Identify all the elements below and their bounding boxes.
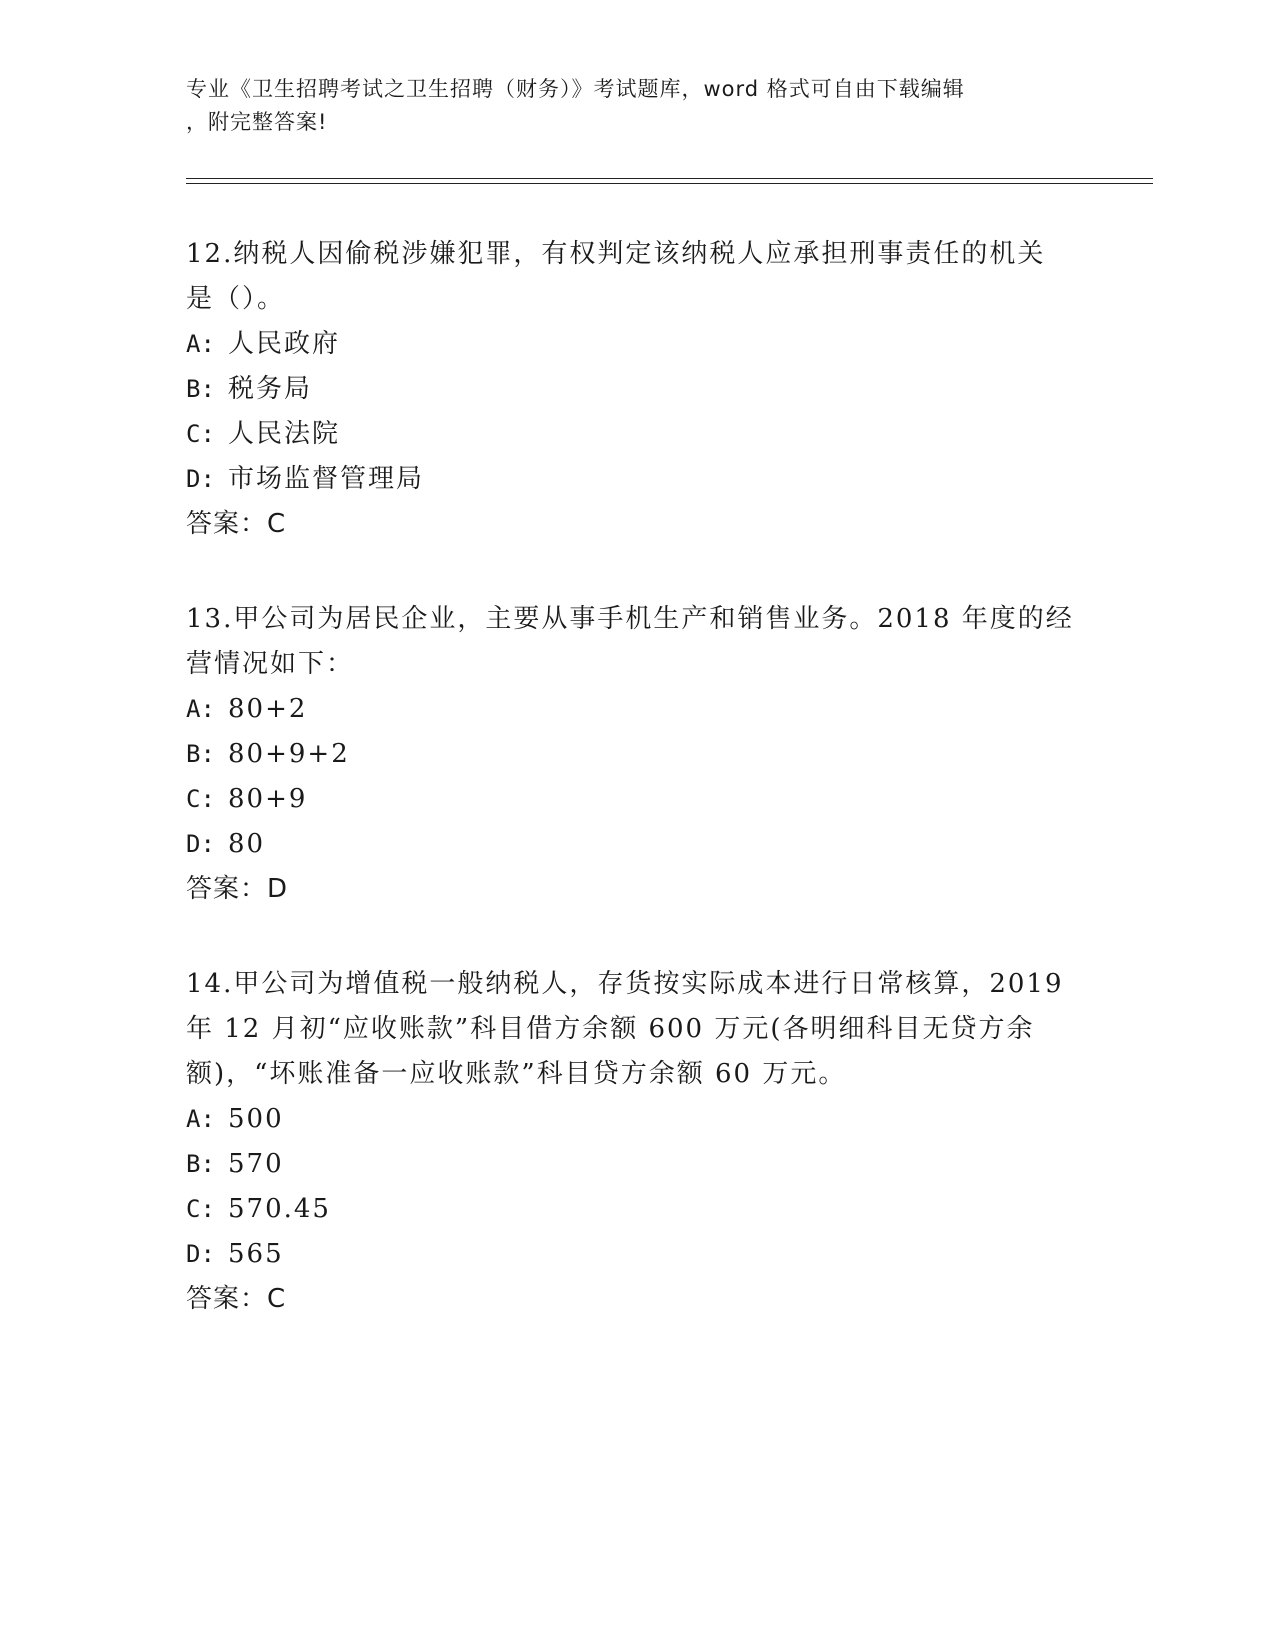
question-stem xyxy=(186,232,1086,322)
option-key: D: xyxy=(186,1240,215,1268)
stem-line: 营情况如下： xyxy=(186,649,355,679)
option-c xyxy=(186,777,1086,822)
header-divider-top xyxy=(186,178,1153,179)
option-text: 570.45 xyxy=(228,1194,331,1224)
header-line-1: 专业《卫生招聘考试之卫生招聘（财务）》考试题库，word 格式可自由下载编辑 xyxy=(186,77,965,101)
option-b xyxy=(186,1142,1086,1187)
answer: 答案：D xyxy=(186,874,289,904)
option-text: 500 xyxy=(228,1104,284,1134)
option-key: B: xyxy=(186,375,215,403)
option-text: 570 xyxy=(228,1149,284,1179)
option-d xyxy=(186,822,1086,867)
question-12 xyxy=(186,232,1086,547)
document-header xyxy=(186,73,1066,139)
option-text: 人民法院 xyxy=(228,419,341,449)
option-key: D: xyxy=(186,465,215,493)
option-key: C: xyxy=(186,1195,215,1223)
option-key: B: xyxy=(186,1150,215,1178)
option-key: A: xyxy=(186,330,215,358)
option-d xyxy=(186,1232,1086,1277)
option-key: C: xyxy=(186,420,215,448)
option-key: B: xyxy=(186,740,215,768)
option-text: 80+9 xyxy=(228,784,308,814)
header-divider-bottom xyxy=(186,183,1153,184)
stem-line: 额)，“坏账准备一应收账款”科目贷方余额 60 万元。 xyxy=(186,1059,847,1089)
option-text: 人民政府 xyxy=(228,329,341,359)
option-text: 税务局 xyxy=(228,374,313,404)
option-key: D: xyxy=(186,830,215,858)
stem-line: 年 12 月初“应收账款”科目借方余额 600 万元(各明细科目无贷方余 xyxy=(186,1014,1035,1044)
option-a xyxy=(186,687,1086,732)
option-a xyxy=(186,1097,1086,1142)
option-c xyxy=(186,1187,1086,1232)
question-stem xyxy=(186,597,1086,687)
option-key: A: xyxy=(186,695,215,723)
option-b xyxy=(186,367,1086,412)
question-13 xyxy=(186,597,1086,912)
question-stem xyxy=(186,962,1086,1097)
option-d xyxy=(186,457,1086,502)
option-key: C: xyxy=(186,785,215,813)
option-text: 80+9+2 xyxy=(228,739,350,769)
stem-line: 是（）。 xyxy=(186,284,286,314)
stem-line: 13.甲公司为居民企业，主要从事手机生产和销售业务。2018 年度的经 xyxy=(186,604,1074,634)
option-text: 市场监督管理局 xyxy=(228,464,425,494)
header-line-2: ，附完整答案! xyxy=(186,110,328,134)
option-a xyxy=(186,322,1086,367)
question-14 xyxy=(186,962,1086,1322)
answer: 答案：C xyxy=(186,509,287,539)
option-b xyxy=(186,732,1086,777)
stem-line: 14.甲公司为增值税一般纳税人，存货按实际成本进行日常核算，2019 xyxy=(186,969,1064,999)
option-text: 565 xyxy=(228,1239,284,1269)
option-text: 80 xyxy=(228,829,266,859)
answer: 答案：C xyxy=(186,1284,287,1314)
option-key: A: xyxy=(186,1105,215,1133)
option-text: 80+2 xyxy=(228,694,308,724)
stem-line: 12.纳税人因偷税涉嫌犯罪，有权判定该纳税人应承担刑事责任的机关 xyxy=(186,239,1046,269)
option-c xyxy=(186,412,1086,457)
